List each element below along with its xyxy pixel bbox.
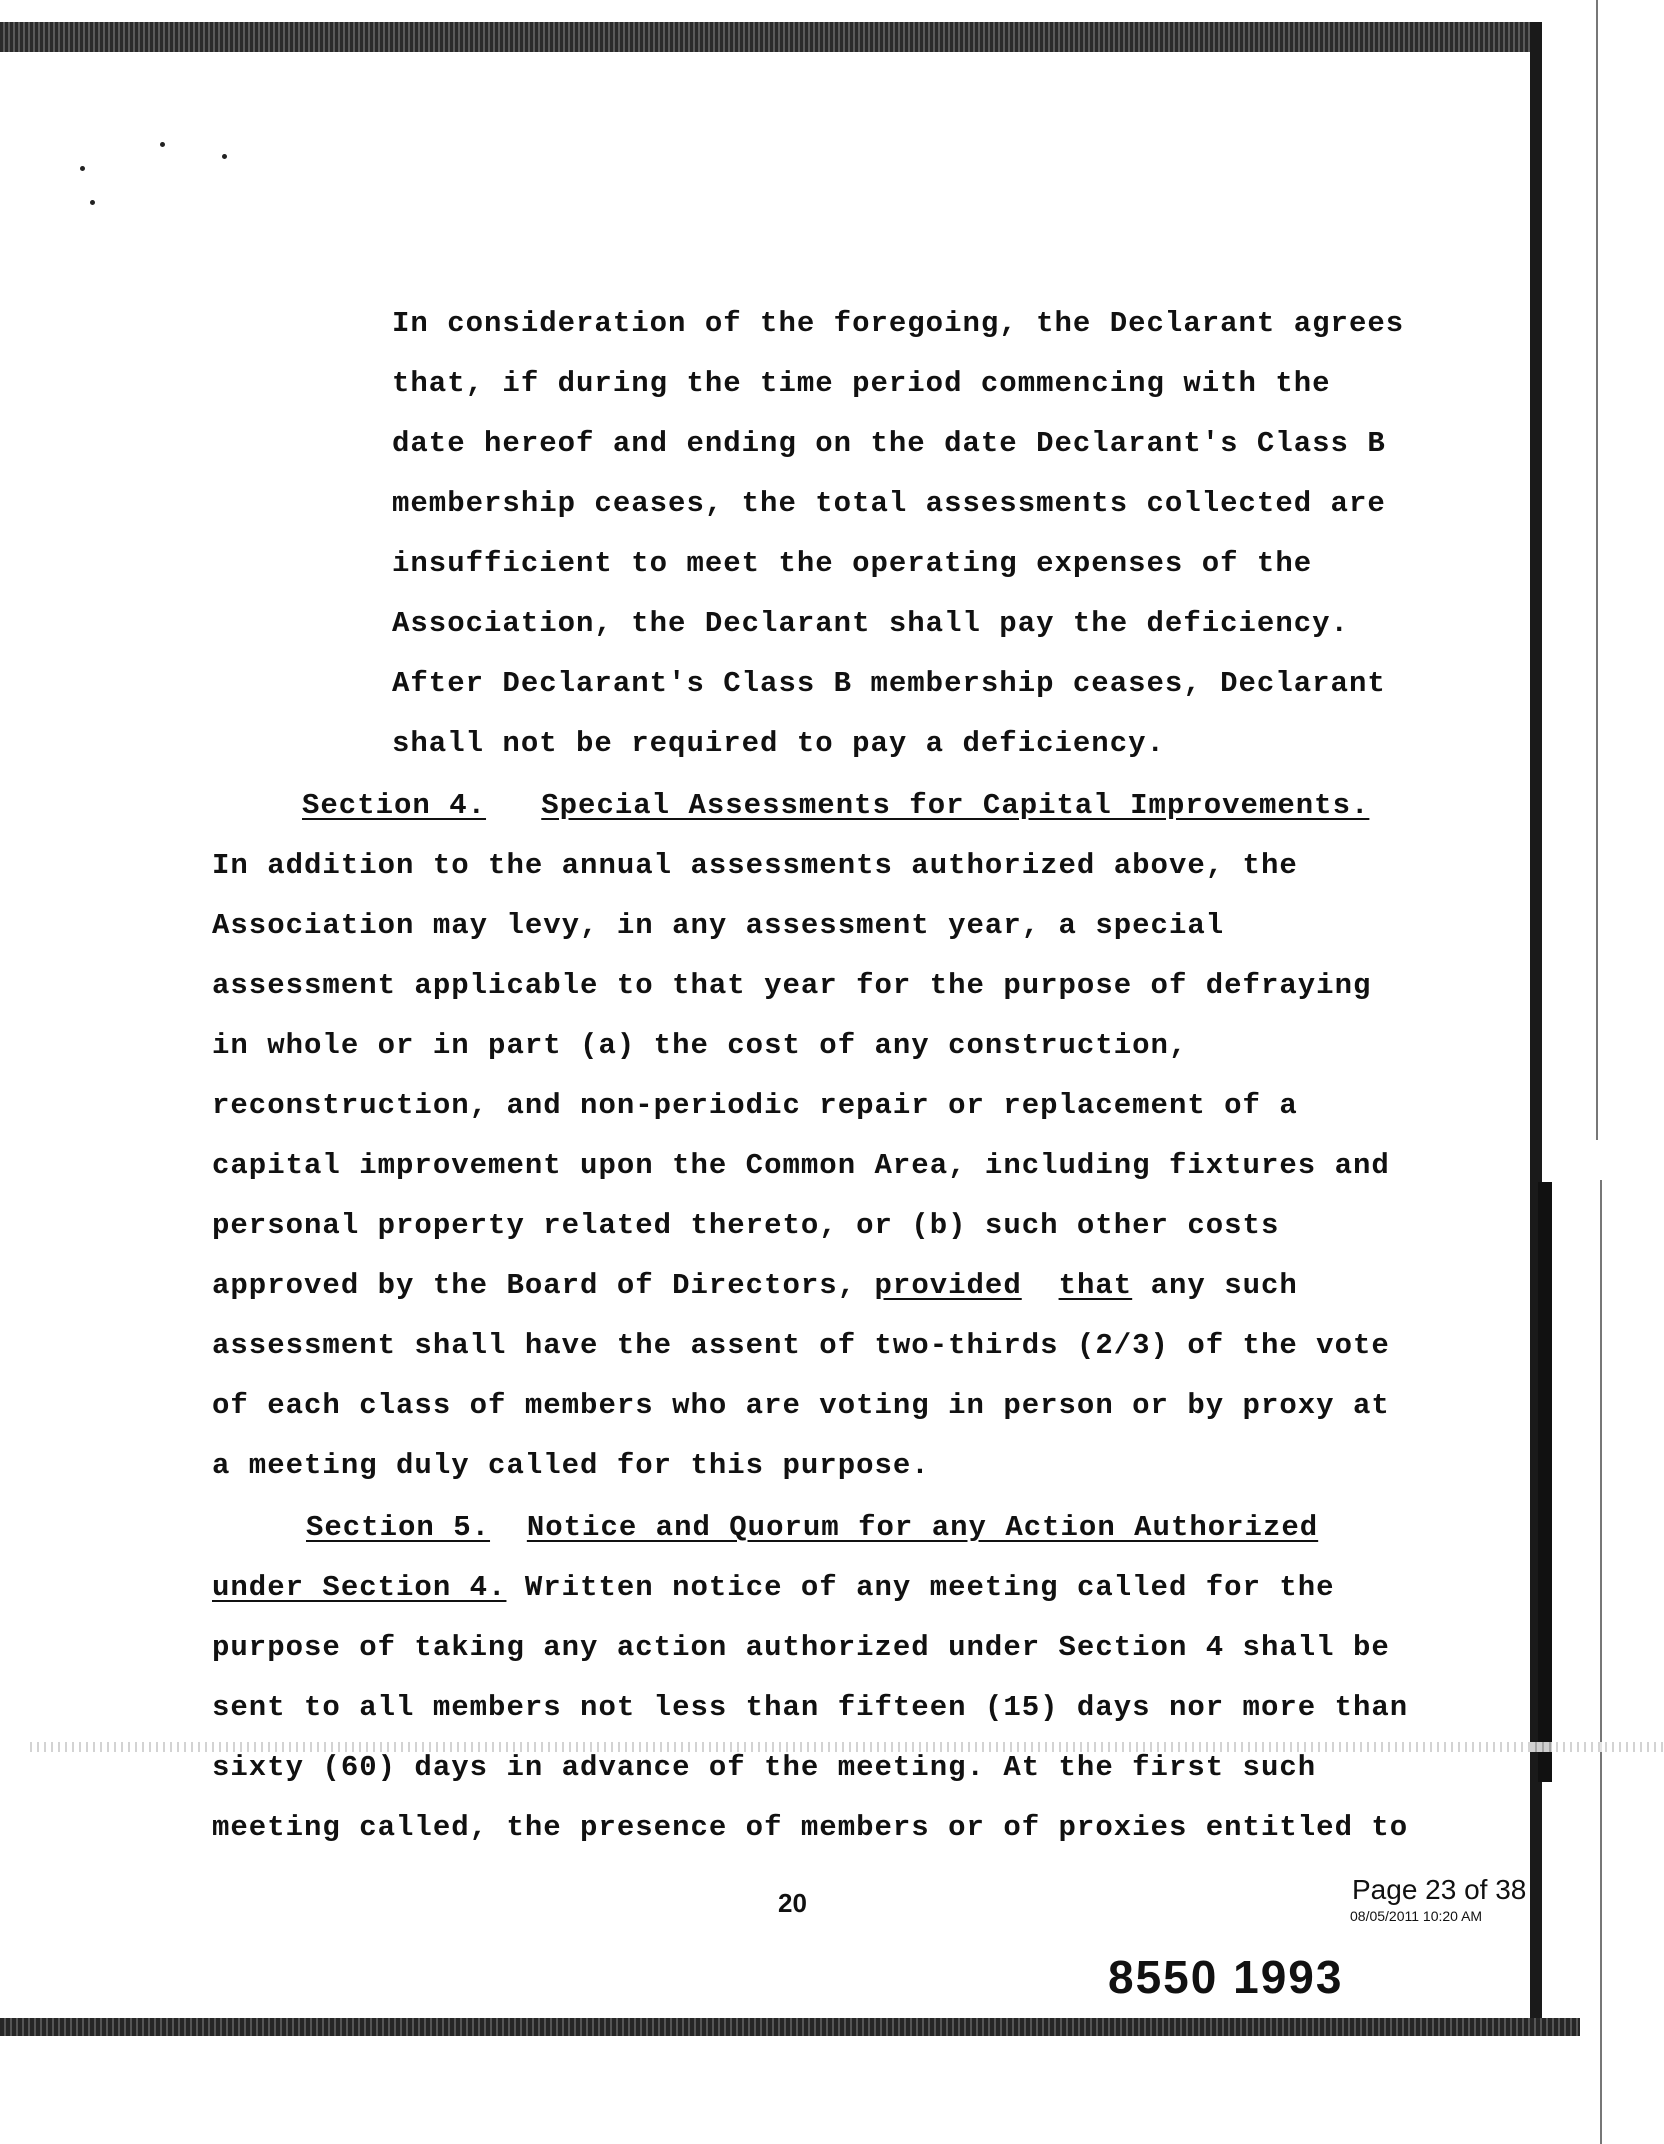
paragraph-line: purpose of taking any action authorized under Section 4 shall be [212, 1631, 1390, 1664]
page-number: 20 [778, 1888, 807, 1918]
page-counter: Page 23 of 38 [1352, 1874, 1527, 1905]
that-word: that [1058, 1269, 1133, 1302]
paragraph-line: In consideration of the foregoing, the Declarant agrees [392, 307, 1405, 340]
paragraph-line: of each class of members who are voting in person or by proxy at [212, 1389, 1390, 1422]
paragraph-line: After Declarant's Class B membership ceases, Declarant [392, 667, 1386, 700]
paragraph-line: assessment applicable to that year for the purpose of defraying [212, 969, 1372, 1002]
paragraph-line: sent to all members not less than fifteen (15) days nor more than [212, 1691, 1409, 1724]
paragraph-line: personal property related thereto, or (b) such other costs [212, 1209, 1280, 1242]
section-4-heading [302, 789, 1369, 823]
section-5-heading [306, 1511, 1318, 1545]
paragraph-line: membership ceases, the total assessments collected are [392, 487, 1386, 520]
paragraph-line: capital improvement upon the Common Area, including fixtures and [212, 1149, 1390, 1182]
approved-text-end: any such [1132, 1269, 1298, 1302]
paragraph-line: sixty (60) days in advance of the meeting. At the first such [212, 1751, 1317, 1784]
paragraph-text: Written notice of any meeting called for the [506, 1571, 1335, 1604]
paragraph-line-approved [212, 1269, 1298, 1303]
paragraph-line: insufficient to meet the operating expenses of the [392, 547, 1313, 580]
approved-text: approved by the Board of Directors, [212, 1269, 875, 1302]
paragraph-line: assessment shall have the assent of two-thirds (2/3) of the vote [212, 1329, 1390, 1362]
book-page-stamp: 8550 1993 [1108, 1951, 1344, 2003]
paragraph-line: shall not be required to pay a deficiency. [392, 727, 1165, 760]
paragraph-line: meeting called, the presence of members or of proxies entitled to [212, 1811, 1409, 1844]
scan-speck [160, 142, 165, 147]
scan-edge-line [1596, 0, 1598, 1140]
scan-border-top [0, 22, 1538, 52]
scan-edge-line [1600, 1180, 1602, 2144]
provided-word: provided [874, 1269, 1022, 1302]
section-4-label: Section 4. [302, 789, 487, 822]
section-4-title: Special Assessments for Capital Improvements. [541, 789, 1370, 822]
paragraph-line: In addition to the annual assessments authorized above, the [212, 849, 1298, 882]
scan-border-bottom [0, 2018, 1580, 2036]
scan-speck [80, 166, 85, 171]
section-5-title-cont: under Section 4. [212, 1571, 507, 1604]
paragraph-line: in whole or in part (a) the cost of any construction, [212, 1029, 1188, 1062]
paragraph-line: Association, the Declarant shall pay the deficiency. [392, 607, 1349, 640]
scan-speck [222, 154, 227, 159]
scan-speck [90, 200, 95, 205]
section-5-title: Notice and Quorum for any Action Authorized [526, 1511, 1319, 1544]
paragraph-line: Association may levy, in any assessment year, a special [212, 909, 1225, 942]
paragraph-line: reconstruction, and non-periodic repair or replacement of a [212, 1089, 1298, 1122]
section-5-label: Section 5. [306, 1511, 491, 1544]
section-5-heading-cont [212, 1571, 1335, 1605]
paragraph-line: a meeting duly called for this purpose. [212, 1449, 930, 1482]
scan-dark-bar [1538, 1182, 1552, 1782]
print-timestamp: 08/05/2011 10:20 AM [1350, 1908, 1483, 1924]
paragraph-line: that, if during the time period commencing with the [392, 367, 1331, 400]
paragraph-line: date hereof and ending on the date Declarant's Class B [392, 427, 1386, 460]
